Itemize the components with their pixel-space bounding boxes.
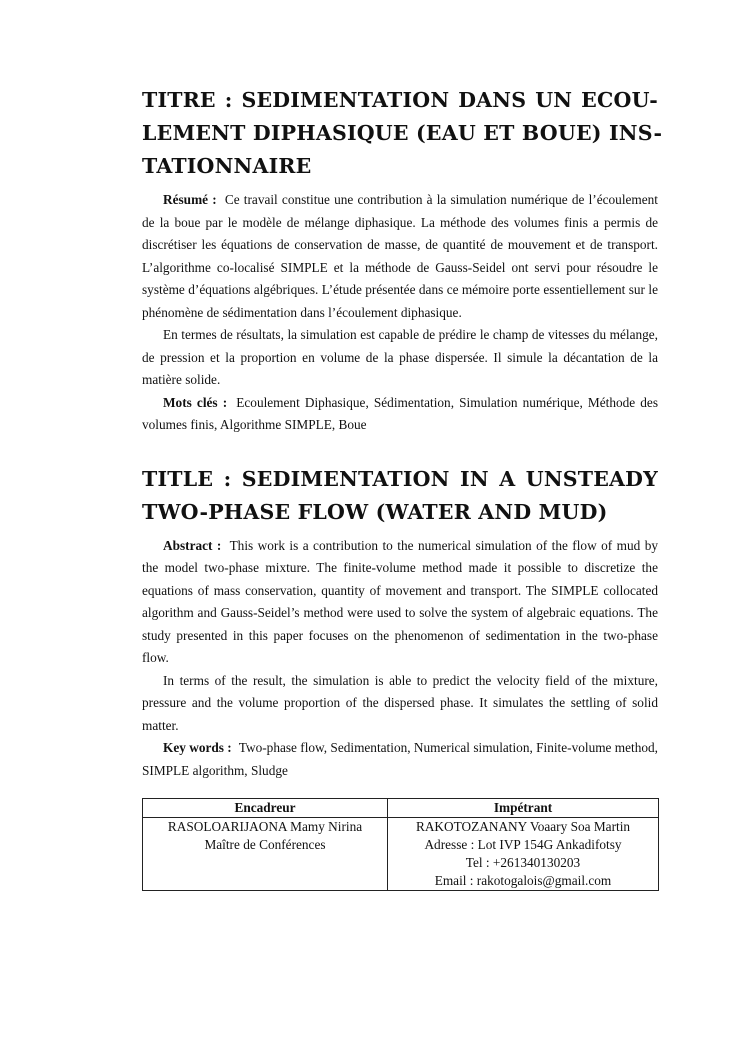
english-keywords-label: Key words : bbox=[163, 740, 232, 755]
candidate-address: Adresse : Lot IVP 154G Ankadifotsy bbox=[424, 837, 622, 852]
english-abstract-label: Abstract : bbox=[163, 537, 222, 553]
english-abstract bbox=[142, 535, 658, 670]
table-header-row bbox=[143, 799, 659, 818]
table-row bbox=[143, 818, 659, 891]
candidate-header: Impétrant bbox=[388, 799, 659, 818]
english-abstract-text: This work is a contribution to the numerical simulation of the flow of mud by the model two-phase mixture. The finite-volume method made it possible to discretize the equations of mass conservation, quantity of movement and transport. The SIMPLE collocated algorithm and Gauss-Seidel’s method were used to solve the system of algebraic equations. The study presented in this paper focuses on the phenomenon of sedimentation in the two-phase flow. bbox=[142, 537, 659, 665]
candidate-phone: Tel : +261340130203 bbox=[465, 855, 581, 870]
french-results: En termes de résultats, la simulation est capable de prédire le champ de vitesses du mélange, de pression et la proportion en volume de la phase dispersée. Il simule la décantation de la matière solide. bbox=[142, 327, 658, 387]
french-title-line: LEMENT DIPHASIQUE (EAU ET BOUE) INS- bbox=[142, 121, 663, 145]
supervisor-cell bbox=[143, 818, 388, 891]
english-keywords bbox=[142, 737, 658, 782]
candidate-email: Email : rakotogalois@gmail.com bbox=[434, 873, 612, 888]
french-title bbox=[142, 84, 663, 183]
supervisor-title: Maître de Conférences bbox=[204, 837, 326, 852]
english-results: In terms of the result, the simulation is able to predict the velocity field of the mixture, pressure and the volume proportion of the dispersed phase. It simulates the settling of solid matter. bbox=[142, 672, 658, 733]
supervisor-name: RASOLOARIJAONA Mamy Nirina bbox=[167, 819, 363, 834]
english-title-line: TWO-PHASE FLOW (WATER AND MUD) bbox=[142, 499, 608, 524]
french-abstract-text: Ce travail constitue une contribution à la simulation numérique de l’écoulement de la boue par le modèle de mélange diphasique. La méthode des volumes finis a permis de discrétiser les équations de conservation de masse, de quantité de mouvement et de transport. L’algorithme co-localisé SIMPLE et la méthode de Gauss-Seidel ont servi pour résoudre le système d’équations algébriques. L’étude présentée dans ce mémoire porte essentiellement sur le phénomène de sédimentation dans l’écoulement diphasique. bbox=[142, 192, 658, 320]
english-title bbox=[142, 463, 658, 529]
document-page bbox=[142, 84, 663, 891]
french-title-line: TATIONNAIRE bbox=[142, 154, 312, 178]
french-keywords-label: Mots clés : bbox=[163, 394, 228, 410]
french-title-line: TITRE : SEDIMENTATION DANS UN ECOU- bbox=[142, 88, 658, 112]
candidate-name: RAKOTOZANANY Voaary Soa Martin bbox=[415, 819, 631, 834]
english-keywords-text: Two-phase flow, Sedimentation, Numerical simulation, Finite-volume method, SIMPLE algorithm, Sludge bbox=[142, 740, 658, 778]
french-abstract bbox=[142, 189, 658, 324]
supervision-table bbox=[142, 798, 659, 891]
french-abstract-label: Résumé : bbox=[163, 192, 217, 207]
french-keywords bbox=[142, 392, 658, 437]
candidate-cell bbox=[388, 818, 659, 891]
french-keywords-text: Ecoulement Diphasique, Sédimentation, Simulation numérique, Méthode des volumes finis, Algorithme SIMPLE, Boue bbox=[142, 394, 659, 432]
supervisor-header: Encadreur bbox=[143, 799, 388, 818]
english-title-line: TITLE : SEDIMENTATION IN A UNSTEADY bbox=[142, 466, 658, 491]
